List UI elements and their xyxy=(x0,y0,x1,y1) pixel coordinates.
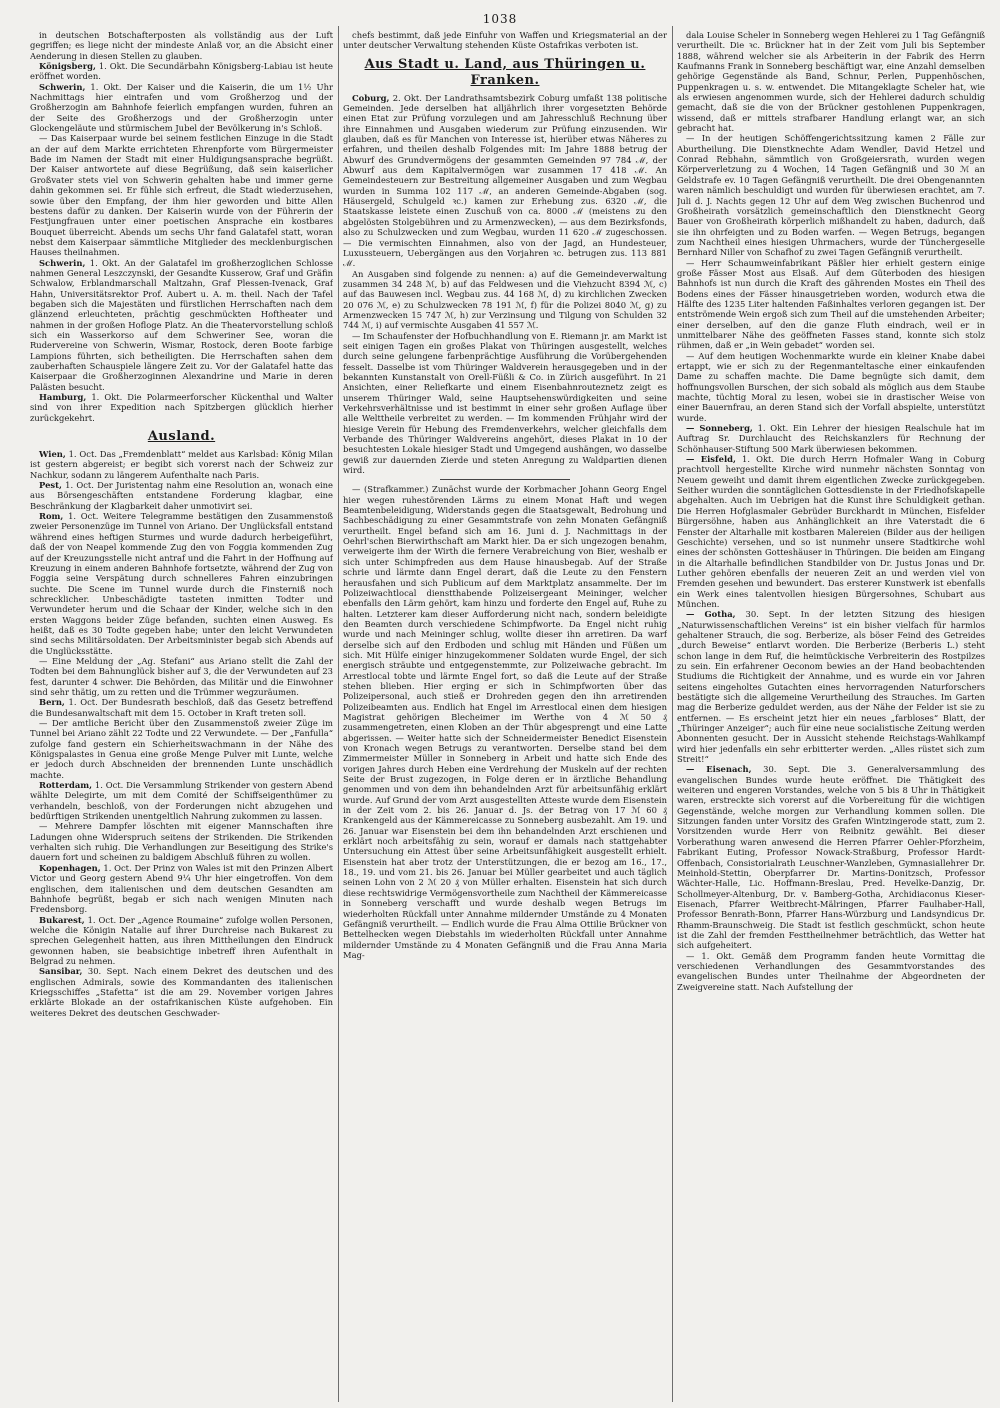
article-paragraph xyxy=(677,951,985,992)
paragraph-text: — Herr Schaumweinfabrikant Päßler hier erhielt gestern einige große Fässer Most aus Elsaß. Auf dem Güterboden des hiesigen Bahnhofs ist nun durch die Kraft des gährenden Mostes ein Theil des Bodens eines der Fässer hinausgetrieben worden, wodurch etwa die Hälfte des 1235 Liter haltenden Faßinhaltes verloren gegangen ist. Der entströmende Wein ergoß sich zum Theil auf die umstehenden Arbeiter; einer derselben, auf den die ganze Fluth eindrach, weil er in unmittelbarer Nähe des geöffneten Fasses stand, konnte sich stolz rühmen, daß er „in Wein gebadet“ worden sei. xyxy=(677,257,985,351)
paragraph-text: — 1. Okt. Gemäß dem Programm fanden heute Vormittag die verschiedenen Verhandlungen des Gesammtvorstandes des evangelischen Bundes unter Theilnahme der Abgeordneten der Zweigvereine statt. Nach Aufstellung der xyxy=(677,950,985,992)
article-paragraph xyxy=(30,82,333,134)
article-paragraph xyxy=(677,423,985,454)
paragraph-text: — Der amtliche Bericht über den Zusammenstoß zweier Züge im Tunnel bei Ariano zählt 22 Todte und 22 Verwundete. — Der „Fanfulla“ zufolge fand gestern ein Schierheitswachmann in der Nähe des Königspalastes in Genua eine große Menge Pulver mit Lunte, welche er jedoch durch Abschneiden der brennenden Lunte unschädlich machte. xyxy=(30,718,333,780)
paragraph-text: dala Louise Scheler in Sonneberg wegen Hehlerei zu 1 Tag Gefängniß verurtheilt. Die ꝛc. Brückner hat in der Zeit vom Juli bis September 1888, während welcher sie als Arbeiterin in der Fabrik des Herrn Kaufmanns Frank in Sonneberg beschäftigt war, eine Anzahl demselben gehörige Gegenstände als Band, Schnur, Perlen, Puppenhöschen, Puppenkragen u. s. w. entwendet. Die Mitangeklagte Scheler hat, wie als erwiesen angenommen wurde, sich der Hehlerei dadurch schuldig gemacht, daß sie die von der Brückner gestohlenen Puppenkragen, wissend, daß er mittels strafbarer Handlung erlangt war, an sich gebracht hat. xyxy=(677,30,985,134)
paragraph-text: 1. Okt. Die Secundärbahn Königsberg-Labiau ist heute eröffnet worden. xyxy=(30,61,333,82)
paragraph-text: 1. Oct. Der „Agence Roumaine“ zufolge wollen Personen, welche die Königin Natalie auf ihrer Durchreise nach Bukarest zu sprechen Gelegenheit hatten, aus ihren Mittheilungen den Eindruck gewonnen haben, sie beabsichtige inbetreff ihren Aufenthalt in Belgrad zu nehmen. xyxy=(30,914,333,966)
column-1 xyxy=(30,30,333,1400)
paragraph-text: 1. Okt. An der Galatafel im großherzoglichen Schlosse nahmen General Leszczynski, der Gesandte Kusserow, Graf und Gräfin Schwalow, Erblandmarschall Maltzahn, Graf Plessen-Ivenack, Graf Hahn, Universitätsrektor Prof. Aubert u. A. m. theil. Nach der Tafel begaben sich die Majestäten und fürstlichen Herrschaften nach dem glänzend erleuchteten, prächtig geschmückten Hoftheater und nahmen in der großen Hofloge Platz. An die Theatervorstellung schloß sich ein Wasserkorso auf dem Schweriner See, woran die Rudervereine von Schwerin, Wismar, Rostock, deren Boote farbige Lampions führten, sich betheiligten. Die Herrschaften sahen dem zauberhaften Schauspiele längere Zeit zu. Vor der Galatafel hatte das Kaiserpaar die Großherzoginnen Alexandrine und Marie in deren Palästen besucht. xyxy=(30,257,333,392)
paragraph-text: — Mehrere Dampfer löschten mit eigener Mannschaften ihre Ladungen ohne Widerspruch seitens der Strikenden. Die Strikenden verhalten sich ruhig. Die Verhandlungen zur Beseitigung des Strike's dauern fort und scheinen zu baldigem Abschluß führen zu wollen. xyxy=(30,821,333,863)
dateline-place: Kopenhagen, xyxy=(39,862,101,873)
section-heading xyxy=(343,57,667,89)
article-paragraph xyxy=(30,718,333,780)
column-rule xyxy=(672,26,673,1402)
paragraph-text: — Auf dem heutigen Wochenmarkte wurde ein kleiner Knabe dabei ertappt, wie er sich zu der Regenmanteltasche einer einkaufenden Dame zu schaffen machte. Die Dame begnügte sich damit, dem hoffnungsvollen Burschen, der sich sobald als möglich aus dem Staube machte, tüchtig Moral zu lesen, wobei sie in drastischer Weise von einer Bauernfrau, an deren Stand sich der Vorfall abspielte, unterstützt wurde. xyxy=(677,350,985,423)
section-heading xyxy=(30,429,333,445)
article-paragraph xyxy=(677,764,985,950)
dateline-place: Bern, xyxy=(39,697,65,708)
paragraph-text: 1. Oct. Weitere Telegramme bestätigen den Zusammenstoß zweier Personenzüge im Tunnel von Ariano. Der Unglücksfall entstand während eines heftigen Sturmes und wurde dadurch herbeigeführt, daß der von Neapel kommende Zug den von Foggia kommenden Zug auf der Kreuzungsstelle nicht antraf und die Fahrt in der Hoffnung auf Kreuzung in einem anderen Bahnhofe fortsetzte, während der Zug von Foggia seine Verspätung durch schnelleres Fahren einzubringen suchte. Die Scene im Tunnel wurde durch die Finsterniß noch schrecklicher. Unbeschädigte tasteten inmitten Todter und Verwundeter herum und die Schaar der Kinder, welche sich in den ersten Waggons beider Züge befanden, suchten einen Ausweg. Es heißt, daß es 30 Todte gegeben habe; unter den leicht Verwundeten sind sechs Militärsoldaten. Der Arbeitsminister begab sich Abends auf die Unglücksstätte. xyxy=(30,511,333,656)
paragraph-text: Aus Stadt u. Land, aus Thüringen u. Franken. xyxy=(364,56,646,88)
dateline-place: Wien, xyxy=(39,449,66,460)
paragraph-text: 1. Oct. Der Juristentag nahm eine Resolution an, wonach eine aus Börsengeschäften entstandene Forderung klagbar, eine Beschränkung der Klagbarkeit daher unmotivirt sei. xyxy=(30,480,333,511)
dateline-place: Schwerin, xyxy=(39,257,86,268)
article-paragraph xyxy=(677,258,985,351)
column-3 xyxy=(677,30,985,1400)
column-rule xyxy=(338,26,339,1402)
dateline-place: — Eisfeld, xyxy=(686,454,736,465)
article-paragraph xyxy=(30,656,333,697)
page-number: 1038 xyxy=(482,12,518,26)
article-paragraph xyxy=(30,30,333,61)
paragraph-text: 1. Oct. Das „Fremdenblatt“ meldet aus Karlsbad: König Milan ist gestern abgereist; er begibt sich vorerst nach der Schweiz zur Nachkur, sodann zu längerem Aufenthalte nach Paris. xyxy=(30,449,333,480)
dateline-place: Schwerin, xyxy=(39,81,86,92)
paragraph-text: An Ausgaben sind folgende zu nennen: a) auf die Gemeindeverwaltung zusammen 34 248 ℳ, b) auf das Feldwesen und die Viehzucht 8394 ℳ, c) auf das Bauwesen incl. Wegbau zus. 44 168 ℳ, d) zu kirchlichen Zwecken 20 076 ℳ, e) zu Schulzwecken 78 191 ℳ, f) für die Polizei 8040 ℳ, g) zu Armenzwecken 15 747 ℳ, h) zur Verzinsung und Tilgung von Schulden 32 744 ℳ, i) auf vermischte Ausgaben 41 557 ℳ. xyxy=(343,268,667,331)
dateline-place: — Gotha, xyxy=(686,609,736,620)
separator-line xyxy=(440,479,570,480)
dateline-place: Coburg, xyxy=(352,92,390,103)
article-paragraph xyxy=(343,484,667,960)
paragraph-text: 1. Oct. Der Bundesrath beschloß, daß das Gesetz betreffend die Bundesanwaltschaft mit dem 15. October in Kraft treten soll. xyxy=(30,697,333,718)
paragraph-text: 30. Sept. Die 3. Generalversammlung des evangelischen Bundes wurde heute eröffnet. Die Thätigkeit des weiteren und engeren Vorstandes, welche von 5 bis 8 Uhr in Thätigkeit waren, erstreckte sich vorerst auf die Vorbereitung für die wichtigen Gegenstände, welche morgen zur Verhandlung kommen sollen. Die Sitzungen fanden unter Vorsitz des Grafen Wintzingerode statt, zum 2. Vorsitzenden wurde Herr von Reibnitz gewählt. Bei dieser Vorberathung waren anwesend die Herren Pfarrer Oehler-Pforzheim, Fabrikant Euting, Professor Nowack-Straßburg, Professor Hardt-Offenbach, Consistorialrath Leuschner-Wanzleben, Gymnasiallehrer Dr. Meinhold-Stettin, Oberpfarrer Dr. Martins-Donitzsch, Professor Wächter-Halle, Lic. Hoffmann-Breslau, Pred. Hevelke-Danzig, Dr. Schollmeyer-Altenburg, Dr. v. Bamberg-Gotha, Archidiaconus Kieser-Eisenach, Pfarrer Weitbrecht-Mälringen, Pfarrer Faulhaber-Hall, Professor Benrath-Bonn, Pfarrer Hans-Würzburg und Landsyndicus Dr. Rhamm-Braunschweig. Die Stadt ist festlich geschmückt, schon heute ist die Zahl der fremden Festtheilnehmer beträchtlich, das Wetter hat sich aufgeheitert. xyxy=(677,764,985,951)
article-paragraph xyxy=(30,392,333,423)
paragraph-text: in deutschen Botschafterposten als vollständig aus der Luft gegriffen; es liege nicht der mindeste Anlaß vor, an die Absicht einer Aenderung in diesen Stellen zu glauben. xyxy=(30,30,333,61)
article-paragraph xyxy=(343,331,667,476)
paragraph-text: — (Strafkammer.) Zunächst wurde der Korbmacher Johann Georg Engel hier wegen ruhestörenden Lärms zu einem Monat Haft und wegen Beamtenbeleidigung, Widerstands gegen die Staatsgewalt, Bedrohung und Sachbeschädigung zu einer Gesammtstrafe von zehn Monaten Gefängniß verurtheilt. Engel befand sich am 16. Juni d. J. Nachmittags in der Oehrl'schen Bierwirthschaft am Markt hier. Da er sich ungezogen benahm, verweigerte ihm der Wirth die fernere Verabreichung von Bier, weshalb er sich unter Schimpfreden aus dem Hause hinausbegab. Auf der Straße schrie und lärmte dann Engel derart, daß die Leute zu den Fenstern herausfahen und sich Publicum auf dem Marktplatz ansammelte. Der im Polizeiwachtlocal dienstthabende Polizeisergeant Meininger, welcher ebenfalls den Lärm gehört, kam hinzu und forderte den Engel auf, Ruhe zu halten. Letzterer kam dieser Aufforderung nicht nach, sondern beleidigte den Beamten durch verschiedene Schimpfworte. Da Engel nicht ruhig wurde und nach Meininger schlug, wollte dieser ihn arretiren. Da warf derselbe sich auf den Erdboden und schlug mit Händen und Füßen um sich. Mit Hülfe einiger hinzugekommener Soldaten wurde Engel, der sich energisch sträubte und entgegenstemmte, zur Polizeiwache gebracht. Im Arrestlocal tobte und lärmte Engel fort, so daß die Leute auf der Straße stehen blieben. Hier erging er sich in Schimpfworten über das Polizeipersonal, auch stieß er Drohreden gegen den ihn arretirenden Polizeibeamten aus. Endlich hat Engel im Arrestlocal einen dem hiesigen Magistrat gehörigen Blecheimer im Werthe von 4 ℳ 50 ₰ zusammengetreten, einen Kloben an der Thür abgesprengt und eine Latte abgerissen. — Weiter hatte sich der Schneidermeister Benedict Eisenstein von Kronach wegen Betrugs zu verantworten. Derselbe stand bei dem Zimmermeister Müller in Sonneberg in Arbeit und hatte sich Ende des vorigen Jahres durch Heben eine Verdrehung der Muskeln auf der rechten Seite der Brust zugezogen, in Folge deren er in ärztliche Behandlung genommen und von dem ihn behandelnden Arzt für arbeitsunfähig erklärt wurde. Auf Grund der vom Arzt ausgestellten Atteste wurde dem Eisenstein in der Zeit vom 2. bis 26. Januar d. Js. der Betrag von 17 ℳ 60 ₰ Krankengeld aus der Kämmereicasse zu Sonneberg ausbezahlt. Am 19. und 26. Januar war Eisenstein bei dem ihn behandelnden Arzt erschienen und erklärt noch arbeitsfähig zu sein, worauf er damals nach stattgehabter Untersuchung ein Attest über seine Arbeitsunfähigkeit ausgestellt erhielt. Eisenstein hat aber trotz der Unterstützungen, die er bezog am 16., 17., 18., 19. und vom 21. bis 26. Januar bei Müller gearbeitet und auch täglich seinen Lohn von 2 ℳ 20 ₰ von Müller erhalten. Eisenstein hat sich durch diese rechtswidrige Vermögensvortheile zum Nachtheil der Kämmereicasse in Sonneberg verschafft und wurde deshalb wegen Betrugs im wiederholten Rückfall unter Annahme mildernder Umstände zu 4 Monaten Gefängniß verurtheilt. — Endlich wurde die Frau Alma Ottilie Brückner von Bettelhecken wegen Diebstahls im wiederholten Rückfall unter Annahme mildernder Umstände zu 4 Monaten Gefängniß und die Frau Anna Maria Mag- xyxy=(343,484,667,960)
dateline-place: Königsberg, xyxy=(39,61,96,72)
paragraph-text: chefs bestimmt, daß jede Einfuhr von Waffen und Kriegsmaterial an der unter deutscher Verwaltung stehenden Küste Ostafrikas verboten ist. xyxy=(343,30,667,51)
article-paragraph xyxy=(30,511,333,656)
article-paragraph xyxy=(30,480,333,511)
paragraph-text: — Eine Meldung der „Ag. Stefani“ aus Ariano stellt die Zahl der Todten bei dem Bahnunglück bisher auf 3, die der Verwundeten auf 23 fest, darunter 4 schwer. Die Behörden, das Militär und die Einwohner sind sehr thätig, um zu retten und die Trümmer wegzuräumen. xyxy=(30,655,333,697)
article-paragraph xyxy=(677,351,985,423)
article-paragraph xyxy=(30,449,333,480)
article-paragraph xyxy=(677,454,985,609)
article-paragraph xyxy=(677,133,985,257)
article-paragraph xyxy=(343,269,667,331)
paragraph-text: Ausland. xyxy=(147,429,216,445)
dateline-place: Rom, xyxy=(39,511,64,522)
article-paragraph xyxy=(343,93,667,269)
article-paragraph xyxy=(343,30,667,51)
article-paragraph xyxy=(30,966,333,1018)
article-paragraph xyxy=(677,30,985,133)
paragraph-text: 1. Okt. Der Kaiser und die Kaiserin, die um 1½ Uhr Nachmittags hier eintrafen und vom Großherzog und der Großherzogin am Bahnhofe feierlich empfangen wurden, fuhren an der Seite des Großherzogs und der Großherzogin unter Glockengeläute und stürmischem Jubel der Bevölkerung in's Schloß. xyxy=(30,81,333,134)
article-paragraph xyxy=(30,863,333,915)
dateline-place: — Eisenach, xyxy=(686,764,752,775)
paragraph-text: — In der heutigen Schöffengerichtssitzung kamen 2 Fälle zur Aburtheilung. Die Dienstknechte Adam Wendler, David Hetzel und Conrad Rebhahn, sämmtlich von Großgeiersrath, wurden wegen Körperverletzung zu 4 Wochen, 14 Tagen Gefängniß und 30 ℳ an Geldstrafe ev. 10 Tagen Gefängniß verurtheilt. Die drei Obengenannten waren nämlich beschuldigt und wurden für überwiesen erachtet, am 7. Juli d. J. Nachts gegen 12 Uhr auf dem Weg zwischen Buchenrod und Großheirath vorsätzlich gemeinschaftlich den Dienstknecht Georg Bauer von Großheirath körperlich mißhandelt zu haben, dadurch, daß sie ihn ohrfeigten und zu Boden warfen. — Wegen Betrugs, begangen zum Nachtheil eines hiesigen Uhrmachers, wurde der Tünchergeselle Bernhard Niller von Schafhof zu zwei Tagen Gefängniß verurtheilt. xyxy=(677,133,985,258)
dateline-place: Pest, xyxy=(39,480,62,491)
dateline-place: Rotterdam, xyxy=(39,780,93,791)
paragraph-text: 30. Sept. Nach einem Dekret des deutschen und des englischen Admirals, sowie des Kommandanten des italienischen Kriegsschiffes „Stafetta“ ist die am 29. November vorigen Jahres erklärte Blokade an der ostafrikanischen Küste aufgehoben. Ein weiteres Dekret des deutschen Geschwader- xyxy=(30,966,333,1018)
article-paragraph xyxy=(30,915,333,967)
paragraph-text: 1. Okt. Die durch Herrn Hofmaler Wang in Coburg prachtvoll hergestellte Kirche wird nunmehr nächsten Sonntag von Neuem geweiht und damit ihrem eigentlichen Zwecke zurückgegeben. Seither wurden die sonntäglichen Gottesdienste in der Friedhofskapelle abgehalten. Auch im Uebrigen hat die Kunst ihre Schuldigkeit gethan. Die Herren Hofglasmaler Gebrüder Burckhardt in München, Eisfelder Bürgersöhne, haben aus Anhänglichkeit an ihre Vaterstadt die 6 Fenster der Altarhalle mit kostbaren Malereien (Bilder aus der heiligen Geschichte) versehen, und so ist nunmehr unsere Stadtkirche wohl eines der schönsten Gotteshäuser in Thüringen. Die beiden am Eingang in die Altarhalle befindlichen Standbilder von Dr. Justus Jonas und Dr. Luther gehören ebenfalls der neueren Zeit an und werden viel von Fremden gesehen und bewundert. Das ersterer Kunstwerk ist ebenfalls ein Werk eines talentvollen hiesigen Bürgersohnes, Schubart aus München. xyxy=(677,454,985,609)
dateline-place: Bukarest, xyxy=(39,914,85,925)
article-paragraph xyxy=(30,780,333,821)
article-paragraph xyxy=(30,133,333,257)
paragraph-text: 2. Okt. Der Landrathsamtsbezirk Coburg umfaßt 138 politische Gemeinden. Jede derselben hat alljährlich ihrer vorgesetzten Behörde einen Etat zur Prüfung vorzulegen und am Jahresschluß Rechnung über ihre Einnahmen und Ausgaben wiederum zur Prüfung einzusenden. Wir glauben, daß es für Manchen von Interesse ist, hierüber etwas Näheres zu erfahren, und theilen deshalb Folgendes mit: Im Jahre 1888 betrug der Abwurf des Grundvermögens der gesammten Gemeinden 97 784 ℳ, der Abwurf aus dem Kapitalvermögen war zusammen 17 418 ℳ. An Gemeindesteuern zur Bestreitung allgemeiner Ausgaben und zum Wegbau wurden in Summa 102 117 ℳ, an anderen Gemeinde-Abgaben (sog. Häusergeld, Schulgeld ꝛc.) kamen zur Erhebung zus. 6320 ℳ, die Staatskasse leistete einen Zuschuß von ca. 8000 ℳ (meistens zu den abgelösten Stolgebühren und zu Armenzwecken), — aus dem Bezirksfonds, also zu Schulzwecken und zum Wegbau, wurden 11 620 ℳ zugeschossen. — Die vermischten Einnahmen, also von der Jagd, an Hundesteuer, Luxussteuern, Uebergängen aus den Vorjahren ꝛc. betrugen zus. 113 881 ℳ. xyxy=(343,92,667,269)
column-2 xyxy=(343,30,667,1400)
paragraph-text: — Das Kaiserpaar wurde bei seinem festlichen Einzuge in die Stadt an der auf dem Markte errichteten Ehrenpforte vom Bürgermeister Bade im Namen der Stadt mit einer Huldigungsansprache begrüßt. Der Kaiser antwortete auf diese Begrüßung, daß sein kaiserlicher Großvater stets viel von Schwerin gehalten habe und immer gerne dahin gekommen sei. Er fühle sich erfreut, die Stadt wiederzusehen, sowie über den Empfang, der ihm hier geworden und bitte Allen bestens dafür zu danken. Der Kaiserin wurde von der Führerin der Festjungfrauen unter einer poetischen Ansprache ein kostbares Bouquet überreicht. Abends um sechs Uhr fand Galatafel statt, woran nebst dem Kaiserpaar sämmtliche Mitglieder des mecklenburgischen Hauses theilnahmen. xyxy=(30,133,333,258)
paragraph-text: — Im Schaufenster der Hofbuchhandlung von E. Riemann jr. am Markt ist seit einigen Tagen ein großes Plakat von Thüringen ausgestellt, welches durch seine gelungene farbenprächtige Ausführung die Vorübergehenden fesselt. Dasselbe ist vom Thüringer Waldverein herausgegeben und in der bekannten Kunstanstalt von Orell-Füßli & Co. in Zürich ausgeführt. In 21 Ansichten, einer Reliefkarte und einem Eisenbahnrouteznetz zeigt es unserem Thüringer Wald, seine Hauptsehenswürdigkeiten und seine Verkehrsverhältnisse und ist bestimmt in einer sehr großen Auflage über alle Welttheile verbreitet zu werden. — Im kommenden Frühjahr wird der hiesige Verein für Hebung des Fremdenverkehrs, welcher gleichfalls dem Verbande des Thüringer Waldvereins angehört, dieses Plakat in 10 der besuchtesten Lokale hiesiger Stadt und Umgegend aushängen, wo dasselbe gewiß zur dauernden Zierde und steten Anregung zu Waldpartien dienen wird. xyxy=(343,330,667,476)
paragraph-text: 1. Okt. Ein Lehrer der hiesigen Realschule hat im Auftrag Sr. Durchlaucht des Reichskanzlers für Rechnung der Schönhauser-Stiftung 500 Mark überwiesen bekommen. xyxy=(677,423,985,454)
paragraph-text: 1. Okt. Die Polarmeerforscher Kückenthal und Walter sind von ihrer Expedition nach Spitzbergen glücklich hierher zurückgekehrt. xyxy=(30,392,333,423)
paragraph-text: 1. Oct. Die Versammlung Strikender von gestern Abend wählte Delegirte, um mit dem Comité der Schiffseigenthümer zu verhandeln, beschloß, von der Forderungen nicht abzugehen und bedürftigen Strikenden unentgeltlich Nahrung zukommen zu lassen. xyxy=(30,780,333,822)
dateline-place: — Sonneberg, xyxy=(686,423,753,434)
article-paragraph xyxy=(677,609,985,764)
paragraph-text: 30. Sept. In der letzten Sitzung des hiesigen „Naturwissenschaftlichen Vereins“ ist ein bisher vielfach für harmlos gehaltener Strauch, die sog. Berberize, als böser Feind des Getreides „durch Beweise“ entlarvt worden. Die Berberize (Berberis L.) steht schon lange in dem Ruf, die heimtückische Verbreiterin des Rostpilzes zu sein. Ein erfahrener Oeconom bewies an der Hand beobachtenden Studiums die Richtigkeit der Annahme, und es wurde ein vor Jahren seitens eingeholtes Gutachten eines hervorragenden Naturforschers bestätigte sich die allgemeine Verurtheilung des Strauches. Im Garten mag die Berberize geduldet werden, aus der Nähe der Felder ist sie zu entfernen. — Es erscheint jetzt hier ein neues „farbloses“ Blatt, der „Thüringer Anzeiger“; auch für eine neue socialistische Zeitung werden Abonnenten gesucht. Der in Aussicht stehende Reichstags-Wahlkampf wird hier jedenfalls ein sehr erbitterter werden. „Alles rüstet sich zum Streit!“ xyxy=(677,609,985,765)
dateline-place: Sansibar, xyxy=(39,966,83,977)
paragraph-text: 1. Oct. Der Prinz von Wales ist mit den Prinzen Albert Victor und Georg gestern Abend 9¼ Uhr hier eingetroffen. Von dem englischen, dem italienischen und dem deutschen Gesandten am Bahnhofe begrüßt, begab er sich nach wenigen Minuten nach Fredensborg. xyxy=(30,862,333,915)
dateline-place: Hamburg, xyxy=(39,392,87,403)
article-paragraph xyxy=(30,821,333,862)
article-paragraph xyxy=(30,258,333,392)
article-paragraph xyxy=(30,697,333,718)
article-paragraph xyxy=(30,61,333,82)
